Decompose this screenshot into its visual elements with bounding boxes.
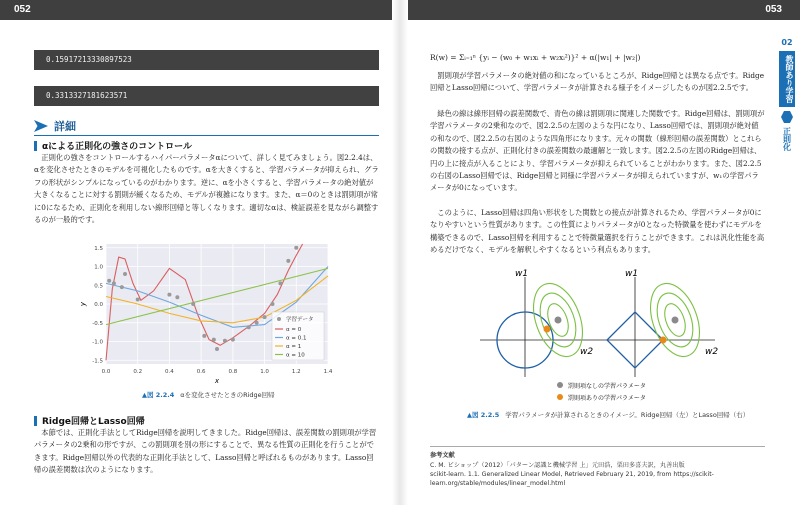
left-page-number: 052 [0,0,392,20]
legend-label: α = 10 [286,352,305,359]
scatter-point [112,281,116,285]
y-tick-label: 1.0 [94,264,103,271]
topic-tag: 正則化 [782,127,792,151]
subheading-ridge-lasso-title: Ridge回帰とLasso回帰 [42,417,145,427]
scatter-point [167,293,171,297]
scatter-point [191,302,195,306]
scatter-point [107,279,111,283]
right-page-number: 053 [408,0,800,20]
x-tick-label: 1.2 [291,369,301,375]
legend-label: α = 0.1 [286,335,307,342]
y-tick-label: -1.0 [92,339,103,346]
references-title: 参考文献 [430,452,455,459]
scatter-point [278,281,282,285]
references [430,446,765,488]
reference-item: C. M. ビショップ（2012）「パターン認識と機械学習 上」元田浩，栗田多喜夫訳，丸善出版 [430,462,685,469]
scatter-point [271,302,275,306]
scatter-point [286,259,290,263]
scatter-point [294,246,298,250]
ridge-regularized-point [544,326,551,333]
arrow-icon [34,120,48,132]
lasso-formula: R(w) = Σᵢ₌₁ⁿ {yᵢ − (w₀ + w₁xᵢ + w₂xᵢ²)}² + α(|w₁| + |w₂|) [430,53,641,62]
chapter-number: 02 [781,38,793,47]
section-heading [34,118,76,134]
legend-marker [277,317,281,321]
right-paragraph-2: 緑色の線は線形回帰の誤差関数で、青色の線は罰則項に関連した関数です。Ridge回帰は、罰則項が学習パラメータの2乗和なので、図2.2.5の左図のような円になり、Lasso回帰では、罰則項が絶対値の和なので、図2.2.5の右図のような四角形になります。元々の関数（線形回帰の誤差関数）とこれらの関数の接する点が、正則化付きの誤差関数の最適解と一致します。図2.2.5の左図のRidge回帰は、円の上に接点が入ることにより、学習パラメータが抑えられていることがわかります。また、図2.2.5の右図のLasso回帰では、Ridge回帰と同様に学習パラメータが抑えられていますが、w₁の学習パラメータが0になっています。 [430,109,765,193]
x-tick-label: 0.2 [133,369,143,375]
lasso-w2-label: w2 [705,347,719,357]
legend-reg-dot [557,394,563,400]
fig225-caption-text: 学習パラメータが計算されるときのイメージ。Ridge回帰（左）とLasso回帰（右） [505,411,750,419]
legend-no-reg-label: 罰則項なしの学習パラメータ [568,383,646,390]
lasso-panel [590,269,718,377]
y-tick-label: 1.5 [94,245,103,252]
lasso-unregularized-point [672,317,679,324]
scatter-point [120,285,124,289]
x-tick-label: 1.0 [260,369,269,375]
legend-label: α = 0 [286,327,302,333]
lasso-w1-label: w1 [625,269,639,279]
x-axis-label: x [214,377,220,385]
book-gutter [392,0,408,505]
ridge-w1-label: w1 [515,269,529,279]
chapter-tag: 教師あり学習 [779,51,795,107]
scatter-point [175,295,179,299]
scatter-point [263,315,267,319]
hexagon-icon [781,111,793,123]
legend-label: 学習データ [286,317,314,323]
subheading-ridge-lasso [34,414,145,427]
x-tick-label: 0.0 [101,369,111,375]
section-title: 詳細 [54,120,76,133]
ridge-unregularized-point [555,317,562,324]
y-tick-label: 0.5 [94,283,103,290]
subheading-alpha [34,139,192,152]
scatter-point [255,321,259,325]
y-axis-label: y [79,301,87,307]
x-tick-label: 0.6 [196,369,206,375]
y-tick-label: -1.5 [92,358,103,365]
ridge-w2-label: w2 [580,347,594,357]
scatter-point [136,298,140,302]
code-output-2: 0.3313327181623571 [34,86,379,106]
scatter-point [202,334,206,338]
ridge-panel [480,269,593,377]
x-tick-label: 0.8 [228,369,238,375]
y-tick-label: 0.0 [94,302,103,308]
x-tick-label: 1.4 [323,369,333,375]
fig224-number: 図 2.2.4 [147,391,175,399]
heading-bar-icon [34,141,37,151]
heading-bar-icon [34,416,37,426]
scatter-point [123,272,127,276]
legend-reg-label: 罰則項ありの学習パラメータ [568,395,646,402]
scatter-point [247,325,251,329]
right-paragraph-1: 罰則項が学習パラメータの絶対値の和になっているところが、Ridge回帰とは異なる点です。Ridge回帰とLasso回帰について、学習パラメータが計算される様子をイメージしたものが図2.2.5です。 [430,71,765,93]
ridge-chart [76,238,338,388]
subheading-alpha-title: αによる正則化の強さのコントロール [42,142,193,152]
scatter-point [231,338,235,342]
scatter-point [215,347,219,351]
alpha-paragraph: 正則化の強さをコントロールするハイパーパラメータαについて、詳しく見てみましょう。図2.2.4は、αを変化させたときのモデルを可視化したものです。αを大きくすると、学習パラメータが抑えられ、グラフの形状がシンプルになっているのがわかります。逆に、αを小さくすると、学習パラメータの絶対値が大きくなることに対する罰則が緩くなるため、モデルが複雑になります。また、α＝0のときは罰則項が常に0になるため、正則化を利用しない線形回帰と等しくなります。適切なαは、検証誤差を見ながら調整するのが一般的です。 [34,153,379,225]
scatter-point [212,338,216,342]
fig225-caption [467,410,749,419]
legend-label: α = 1 [286,344,302,350]
caption-triangle-icon: ▲ [467,411,472,419]
x-tick-label: 0.4 [165,369,174,375]
fig224-caption-text: αを変化させたときのRidge回帰 [180,391,275,399]
scatter-point [223,339,227,343]
ridge-lasso-diagram [470,265,740,405]
ridge-lasso-paragraph: 本節では、正則化手法としてRidge回帰を説明してきました。Ridge回帰は、誤差関数の罰則項が学習パラメータの2乗和の形ですが、この罰則項を別の形にすることで、異なる性質の正則化を行うことができます。Ridge回帰以外の代表的な正則化手法として、Lasso回帰と呼ばれるものがあります。Lasso回帰の誤差関数は次のようになります。 [34,428,377,475]
y-tick-label: -0.5 [92,320,103,327]
code-output-1: 0.15917213330897523 [34,50,379,70]
section-rule [34,135,379,136]
fig225-number: 図 2.2.5 [472,411,500,419]
fig224-caption [142,390,275,399]
caption-triangle-icon: ▲ [142,391,147,399]
right-paragraph-3: このように、Lasso回帰は四角い形状をした関数との接点が計算されるため、学習パラメータが0になりやすいという性質があります。この性質によりパラメータが0となった特徴量を使わずにモデルを構築できるので、Lasso回帰を利用することで特徴量選択を行うことができます。これは汎化性能を高めるだけでなく、モデルを解釈しやすくなるという利点もあります。 [430,208,765,255]
reference-item: scikit-learn. 1.1. Generalized Linear Model, Retrieved February 21, 2019, from https://scikit-learn.org/stable/modules/linear_model.html [430,471,714,487]
lasso-regularized-point [660,337,667,344]
legend-no-reg-dot [557,382,563,388]
chapter-sidebar [777,38,797,151]
